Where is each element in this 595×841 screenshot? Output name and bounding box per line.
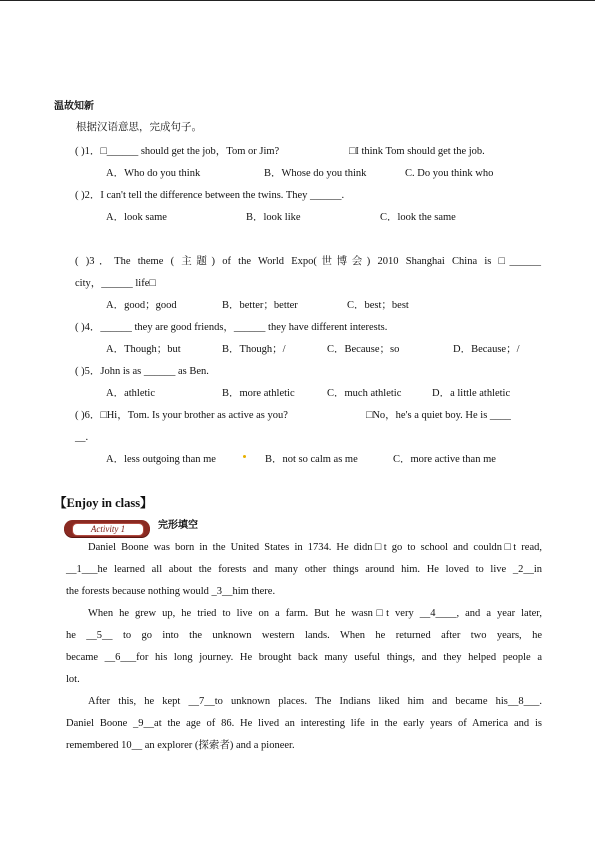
question-6-answer-prompt: □No，he's a quiet boy. He is ____ [366,410,511,421]
question-1-answer-prompt: □I think Tom should get the job. [349,146,485,157]
passage-p1-line1-text: Daniel Boone was born in the United States in 1734. He didn□t go to school and couldn□t read, [88,542,542,553]
passage-p1-line2-text: __1___he learned all about the forests and many other things around him. He loved to live _2__in [66,564,542,575]
question-5-option-b: B．more athletic [222,388,295,399]
question-5-text: ( )5．John is as ______ as Ben. [75,366,209,377]
highlight-dot [243,455,246,458]
passage-p3-line1-text: After this, he kept __7__to unknown places. The Indians liked him and became his__8___. [88,696,542,707]
passage-p3-line2 [66,717,542,731]
question-1-option-a: A．Who do you think [106,168,201,179]
passage-p3-line1 [88,695,542,709]
question-5-option-d: D．a little athletic [432,388,511,399]
question-3-option-b: B．better；better [222,300,298,311]
activity-badge-label: Activity 1 [72,523,144,536]
activity-badge [64,520,150,537]
passage-p2-line3 [66,651,542,665]
passage-p2-line4: lot. [66,674,80,685]
question-5-option-c: C．much athletic [327,388,402,399]
section-title-enjoy: 【Enjoy in class】 [54,496,153,510]
activity-title: 完形填空 [158,520,198,531]
review-instruction: 根据汉语意思，完成句子。 [76,122,202,133]
question-2-text: ( )2．I can't tell the difference between the twins. They ______. [75,190,345,201]
question-4-option-b: B．Though；/ [222,344,286,355]
question-6-text: ( )6．□Hi，Tom. Is your brother as active as you? [75,410,288,421]
question-6-option-b: B．not so calm as me [265,454,358,465]
passage-p1-line1 [88,541,542,555]
question-6-option-a: A．less outgoing than me [106,454,216,465]
question-4-option-d: D．Because；/ [453,344,520,355]
passage-p1-line2 [66,563,542,577]
passage-p2-line1-text: When he grew up, he tried to live on a farm. But he wasn□t very __4____, and a year later, [88,608,542,619]
passage-p2-line2 [66,629,542,643]
passage-p2-line2-text: he __5__ to go into the unknown western lands. When he returned after two years, he [66,630,542,641]
question-3-option-c: C．best；best [347,300,409,311]
question-1-text: ( )1．□______ should get the job，Tom or Jim? [75,146,280,157]
passage-p3-line2-text: Daniel Boone _9__at the age of 86. He lived an interesting life in the early years of America and is [66,718,542,729]
question-3-line1-content: ( )3．The theme ( 主题) of the World Expo(世博会) 2010 Shanghai China is □______ [75,256,541,267]
passage-p1-line3: the forests because nothing would _3__him there. [66,586,276,597]
question-5-option-a: A．athletic [106,388,155,399]
question-6-text-line2: __. [75,432,89,443]
passage-p3-line3: remembered 10__ an explorer (探索者) and a pioneer. [66,740,295,751]
question-6-option-c: C．more active than me [393,454,496,465]
question-3-text-line1 [75,255,541,269]
question-4-option-a: A．Though；but [106,344,181,355]
section-heading-review: 温故知新 [54,101,94,112]
passage-p2-line1 [88,607,542,621]
question-2-option-a: A．look same [106,212,167,223]
question-1-option-b: B．Whose do you think [264,168,367,179]
question-3-text-line2: city，______ life□ [75,278,156,289]
question-4-text: ( )4．______ they are good friends，______ they have different interests. [75,322,388,333]
question-1-option-c: C. Do you think who [405,168,494,179]
question-2-option-c: C．look the same [380,212,456,223]
question-2-option-b: B．look like [246,212,301,223]
passage-p2-line3-text: became __6___for his long journey. He brought back many useful things, and they helped people a [66,652,542,663]
page-top-rule [0,0,595,1]
question-3-option-a: A．good；good [106,300,177,311]
question-4-option-c: C．Because；so [327,344,400,355]
